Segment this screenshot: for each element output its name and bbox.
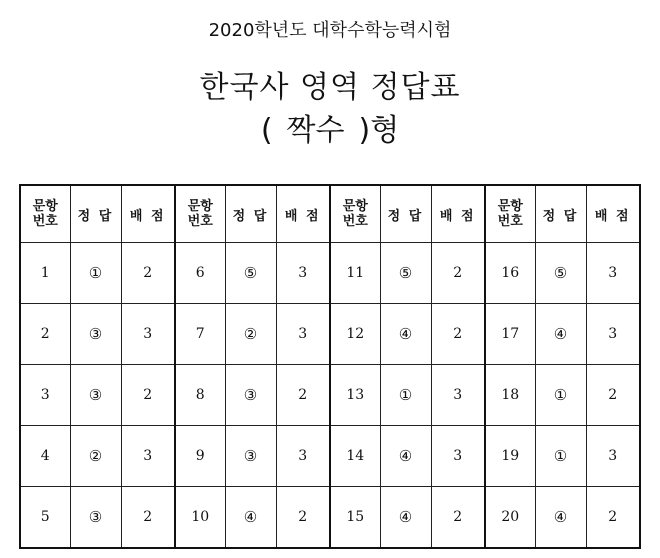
- column-header-answer: 정 답: [225, 185, 276, 243]
- answer-cell: ②: [70, 426, 121, 487]
- question-number: 1: [20, 243, 70, 304]
- answer-cell: ⑤: [380, 243, 431, 304]
- answer-cell: ①: [70, 243, 121, 304]
- score-cell: 3: [586, 304, 640, 365]
- table-row: [20, 487, 640, 549]
- answer-cell: ⑤: [535, 243, 586, 304]
- table-row: [20, 426, 640, 487]
- answer-cell: ①: [380, 365, 431, 426]
- question-number: 7: [175, 304, 225, 365]
- column-header-qnum: 문항 번호: [485, 185, 535, 243]
- score-cell: 2: [431, 243, 485, 304]
- score-cell: 3: [431, 365, 485, 426]
- type-open-paren: (: [260, 113, 273, 148]
- column-header-qnum: 문항 번호: [175, 185, 225, 243]
- answer-cell: ①: [535, 365, 586, 426]
- question-number: 3: [20, 365, 70, 426]
- score-cell: 3: [121, 304, 175, 365]
- table-row: [20, 243, 640, 304]
- column-header-answer: 정 답: [380, 185, 431, 243]
- header-row: [20, 185, 640, 243]
- column-header-answer: 정 답: [70, 185, 121, 243]
- answer-cell: ④: [380, 487, 431, 549]
- answer-cell: ③: [225, 365, 276, 426]
- score-cell: 3: [586, 426, 640, 487]
- column-header-answer: 정 답: [535, 185, 586, 243]
- column-header-score: 배 점: [431, 185, 485, 243]
- score-cell: 3: [276, 304, 330, 365]
- score-cell: 2: [121, 365, 175, 426]
- question-number: 6: [175, 243, 225, 304]
- question-number: 19: [485, 426, 535, 487]
- question-number: 10: [175, 487, 225, 549]
- question-number: 14: [330, 426, 380, 487]
- exam-type-line: [0, 105, 660, 149]
- table-row: [20, 304, 640, 365]
- answer-cell: ③: [225, 426, 276, 487]
- answer-cell: ④: [535, 487, 586, 549]
- answer-cell: ④: [380, 426, 431, 487]
- score-cell: 3: [431, 426, 485, 487]
- question-number: 18: [485, 365, 535, 426]
- table-row: [20, 365, 640, 426]
- question-number: 8: [175, 365, 225, 426]
- score-cell: 3: [276, 426, 330, 487]
- question-number: 20: [485, 487, 535, 549]
- question-number: 11: [330, 243, 380, 304]
- answer-cell: ④: [380, 304, 431, 365]
- answer-cell: ③: [70, 487, 121, 549]
- column-header-qnum: 문항 번호: [330, 185, 380, 243]
- exam-subtitle: 2020학년도 대학수학능력시험: [208, 20, 452, 41]
- answer-cell: ⑤: [225, 243, 276, 304]
- column-header-score: 배 점: [121, 185, 175, 243]
- question-number: 17: [485, 304, 535, 365]
- exam-type-name: 짝수: [286, 113, 345, 148]
- question-number: 15: [330, 487, 380, 549]
- score-cell: 2: [431, 304, 485, 365]
- page-title: 한국사 영역 정답표: [199, 70, 461, 105]
- answer-cell: ④: [535, 304, 586, 365]
- question-number: 5: [20, 487, 70, 549]
- question-number: 13: [330, 365, 380, 426]
- question-number: 2: [20, 304, 70, 365]
- column-header-qnum: 문항 번호: [20, 185, 70, 243]
- type-close-paren: )형: [358, 113, 400, 148]
- score-cell: 2: [121, 487, 175, 549]
- answer-cell: ③: [70, 365, 121, 426]
- answer-key-table: [19, 184, 641, 549]
- question-number: 4: [20, 426, 70, 487]
- score-cell: 2: [586, 487, 640, 549]
- column-header-score: 배 점: [276, 185, 330, 243]
- question-number: 12: [330, 304, 380, 365]
- score-cell: 2: [431, 487, 485, 549]
- answer-cell: ④: [225, 487, 276, 549]
- answer-cell: ③: [70, 304, 121, 365]
- score-cell: 2: [276, 365, 330, 426]
- score-cell: 3: [586, 243, 640, 304]
- score-cell: 3: [276, 243, 330, 304]
- score-cell: 2: [276, 487, 330, 549]
- question-number: 16: [485, 243, 535, 304]
- score-cell: 2: [121, 243, 175, 304]
- score-cell: 2: [586, 365, 640, 426]
- question-number: 9: [175, 426, 225, 487]
- answer-cell: ①: [535, 426, 586, 487]
- column-header-score: 배 점: [586, 185, 640, 243]
- score-cell: 3: [121, 426, 175, 487]
- answer-cell: ②: [225, 304, 276, 365]
